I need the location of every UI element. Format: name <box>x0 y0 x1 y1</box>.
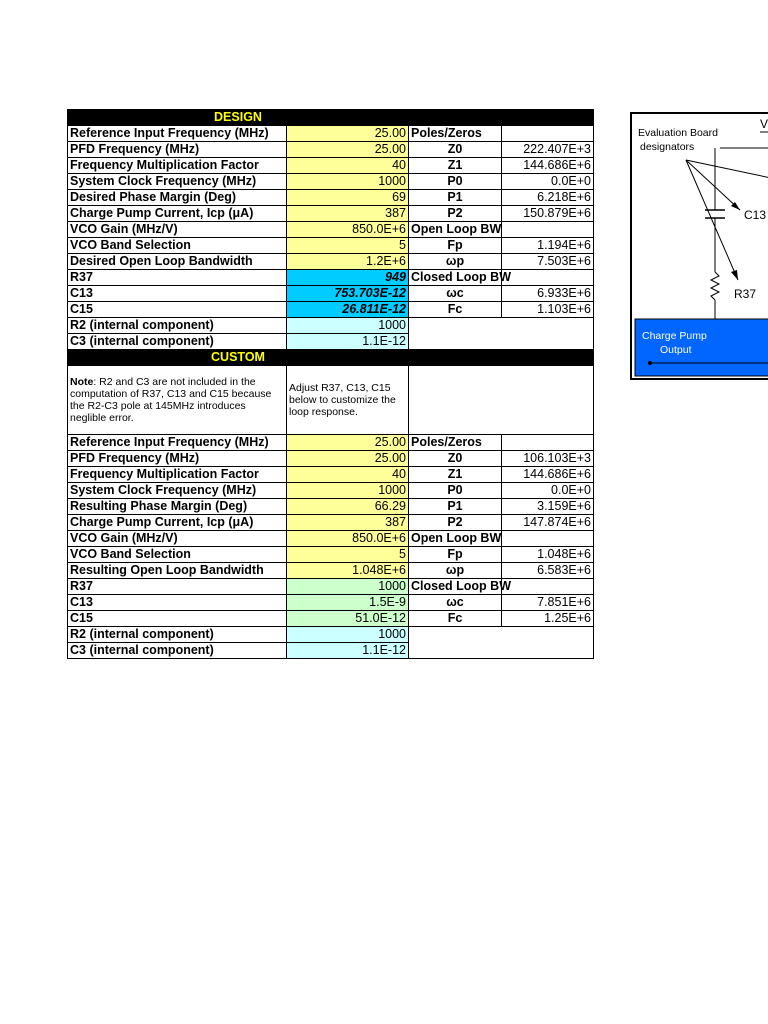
param-label: VCO Band Selection <box>68 238 287 254</box>
param-label: VCO Band Selection <box>68 547 287 563</box>
design-header-fill <box>409 110 594 126</box>
table-row <box>68 595 594 611</box>
pz-value: 7.851E+6 <box>502 595 594 611</box>
pz-section-label: Closed Loop BW <box>409 579 502 595</box>
blank-cell <box>409 627 594 659</box>
pz-label: ωc <box>409 286 502 302</box>
param-label: C15 <box>68 302 287 318</box>
param-label: System Clock Frequency (MHz) <box>68 174 287 190</box>
table-row <box>68 126 594 142</box>
param-value[interactable]: 5 <box>287 547 409 563</box>
param-label: C13 <box>68 286 287 302</box>
c13-label: C13 <box>744 208 767 222</box>
param-value[interactable]: 25.00 <box>287 451 409 467</box>
pz-section-label: Poles/Zeros <box>409 126 502 142</box>
pz-label: P2 <box>409 515 502 531</box>
pz-section-label: Open Loop BW <box>409 531 502 547</box>
param-value[interactable]: 1.048E+6 <box>287 563 409 579</box>
param-value: 1000 <box>287 627 409 643</box>
pz-section-value <box>502 579 594 595</box>
pz-label: Fp <box>409 547 502 563</box>
param-label: C15 <box>68 611 287 627</box>
pz-value: 222.407E+3 <box>502 142 594 158</box>
pz-label: Fc <box>409 611 502 627</box>
note-row <box>68 366 594 435</box>
table-row <box>68 222 594 238</box>
param-label: C3 (internal component) <box>68 643 287 659</box>
pz-value: 3.159E+6 <box>502 499 594 515</box>
table-row <box>68 158 594 174</box>
param-label: R37 <box>68 270 287 286</box>
pz-section-label: Poles/Zeros <box>409 435 502 451</box>
charge-pump-label-line2: Output <box>660 344 692 356</box>
pz-label: P1 <box>409 190 502 206</box>
table-row <box>68 627 594 643</box>
pz-value: 106.103E+3 <box>502 451 594 467</box>
note-cell <box>68 366 287 435</box>
param-value[interactable]: 25.00 <box>287 435 409 451</box>
param-label: R2 (internal component) <box>68 318 287 334</box>
pz-label: P0 <box>409 174 502 190</box>
table-row <box>68 206 594 222</box>
param-value[interactable]: 25.00 <box>287 142 409 158</box>
param-value: 753.703E-12 <box>287 286 409 302</box>
param-value: 1.1E-12 <box>287 334 409 350</box>
pz-section-value <box>502 222 594 238</box>
param-value[interactable]: 40 <box>287 158 409 174</box>
pz-value: 0.0E+0 <box>502 174 594 190</box>
diagram-title-line1: Evaluation Board <box>638 127 718 139</box>
param-value[interactable]: 1.5E-9 <box>287 595 409 611</box>
custom-header: CUSTOM <box>68 350 409 366</box>
loop-filter-sheet <box>67 109 594 659</box>
pz-label: Z1 <box>409 467 502 483</box>
param-label: Reference Input Frequency (MHz) <box>68 435 287 451</box>
table-row <box>68 531 594 547</box>
param-label: Charge Pump Current, Icp (μA) <box>68 206 287 222</box>
pz-value: 6.218E+6 <box>502 190 594 206</box>
pz-label: Z0 <box>409 142 502 158</box>
note-text: : R2 and C3 are not included in the computation of R37, C13 and C15 because the R2-C3 pole at 145MHz introduces neglible error. <box>70 376 272 424</box>
table-row <box>68 483 594 499</box>
r37-label: R37 <box>734 287 757 301</box>
param-value: 1.1E-12 <box>287 643 409 659</box>
pz-section-label: Open Loop BW <box>409 222 502 238</box>
param-value[interactable]: 40 <box>287 467 409 483</box>
pz-section-label: Closed Loop BW <box>409 270 502 286</box>
pz-value: 6.583E+6 <box>502 563 594 579</box>
param-label: Reference Input Frequency (MHz) <box>68 126 287 142</box>
table-row <box>68 467 594 483</box>
param-value: 26.811E-12 <box>287 302 409 318</box>
charge-pump-node <box>648 361 652 365</box>
pz-value: 1.25E+6 <box>502 611 594 627</box>
table-row <box>68 579 594 595</box>
pz-section-value <box>502 270 594 286</box>
table-row <box>68 238 594 254</box>
table-row <box>68 190 594 206</box>
diagram-top-label: V <box>760 117 768 131</box>
param-value[interactable]: 850.0E+6 <box>287 222 409 238</box>
pz-label: ωp <box>409 254 502 270</box>
pz-label: P2 <box>409 206 502 222</box>
table-row <box>68 515 594 531</box>
table-row <box>68 302 594 318</box>
note-bold: Note <box>70 376 94 388</box>
table-row <box>68 435 594 451</box>
pz-label: Fc <box>409 302 502 318</box>
pz-label: ωc <box>409 595 502 611</box>
table-row <box>68 270 594 286</box>
param-value[interactable]: 850.0E+6 <box>287 531 409 547</box>
param-label: PFD Frequency (MHz) <box>68 451 287 467</box>
param-label: Frequency Multiplication Factor <box>68 158 287 174</box>
param-value[interactable]: 25.00 <box>287 126 409 142</box>
param-label: Charge Pump Current, Icp (μA) <box>68 515 287 531</box>
pz-section-value <box>502 531 594 547</box>
pz-value: 144.686E+6 <box>502 158 594 174</box>
pz-value: 1.194E+6 <box>502 238 594 254</box>
param-value[interactable]: 51.0E-12 <box>287 611 409 627</box>
param-label: Frequency Multiplication Factor <box>68 467 287 483</box>
charge-pump-box <box>635 319 768 376</box>
param-value[interactable]: 66.29 <box>287 499 409 515</box>
param-value[interactable]: 1.2E+6 <box>287 254 409 270</box>
pz-value: 144.686E+6 <box>502 467 594 483</box>
pz-section-value <box>502 126 594 142</box>
param-label: Desired Open Loop Bandwidth <box>68 254 287 270</box>
param-label: VCO Gain (MHz/V) <box>68 531 287 547</box>
table-row <box>68 547 594 563</box>
table-row <box>68 174 594 190</box>
pz-label: P1 <box>409 499 502 515</box>
param-label: C13 <box>68 595 287 611</box>
param-value[interactable]: 1000 <box>287 174 409 190</box>
param-label: VCO Gain (MHz/V) <box>68 222 287 238</box>
pz-value: 150.879E+6 <box>502 206 594 222</box>
table-row <box>68 318 594 334</box>
table-row <box>68 563 594 579</box>
table-row <box>68 254 594 270</box>
param-label: R37 <box>68 579 287 595</box>
param-value[interactable]: 69 <box>287 190 409 206</box>
param-value[interactable]: 387 <box>287 515 409 531</box>
table-row <box>68 142 594 158</box>
param-label: System Clock Frequency (MHz) <box>68 483 287 499</box>
pz-label: Z0 <box>409 451 502 467</box>
pz-section-value <box>502 435 594 451</box>
param-label: Resulting Phase Margin (Deg) <box>68 499 287 515</box>
table-row <box>68 499 594 515</box>
design-header: DESIGN <box>68 110 409 126</box>
param-value[interactable]: 1000 <box>287 579 409 595</box>
param-label: C3 (internal component) <box>68 334 287 350</box>
param-label: R2 (internal component) <box>68 627 287 643</box>
evaluation-board-diagram <box>630 112 768 380</box>
param-label: PFD Frequency (MHz) <box>68 142 287 158</box>
pz-value: 1.048E+6 <box>502 547 594 563</box>
pz-value: 0.0E+0 <box>502 483 594 499</box>
pz-value: 147.874E+6 <box>502 515 594 531</box>
custom-header-fill <box>409 350 594 366</box>
param-value[interactable]: 387 <box>287 206 409 222</box>
pz-label: P0 <box>409 483 502 499</box>
adjust-note: Adjust R37, C13, C15 below to customize the loop response. <box>287 366 409 435</box>
table-row <box>68 451 594 467</box>
param-value: 949 <box>287 270 409 286</box>
param-value[interactable]: 1000 <box>287 483 409 499</box>
pz-value: 7.503E+6 <box>502 254 594 270</box>
pz-label: ωp <box>409 563 502 579</box>
pz-value: 1.103E+6 <box>502 302 594 318</box>
design-header-row <box>68 110 594 126</box>
pz-label: Fp <box>409 238 502 254</box>
table-row <box>68 286 594 302</box>
diagram-title-line2: designators <box>640 141 695 153</box>
note-blank <box>409 366 594 435</box>
param-label: Desired Phase Margin (Deg) <box>68 190 287 206</box>
param-label: Resulting Open Loop Bandwidth <box>68 563 287 579</box>
table-row <box>68 611 594 627</box>
blank-cell <box>409 318 594 350</box>
pz-label: Z1 <box>409 158 502 174</box>
custom-header-row <box>68 350 594 366</box>
param-value: 1000 <box>287 318 409 334</box>
param-value[interactable]: 5 <box>287 238 409 254</box>
charge-pump-label-line1: Charge Pump <box>642 330 707 342</box>
pz-value: 6.933E+6 <box>502 286 594 302</box>
